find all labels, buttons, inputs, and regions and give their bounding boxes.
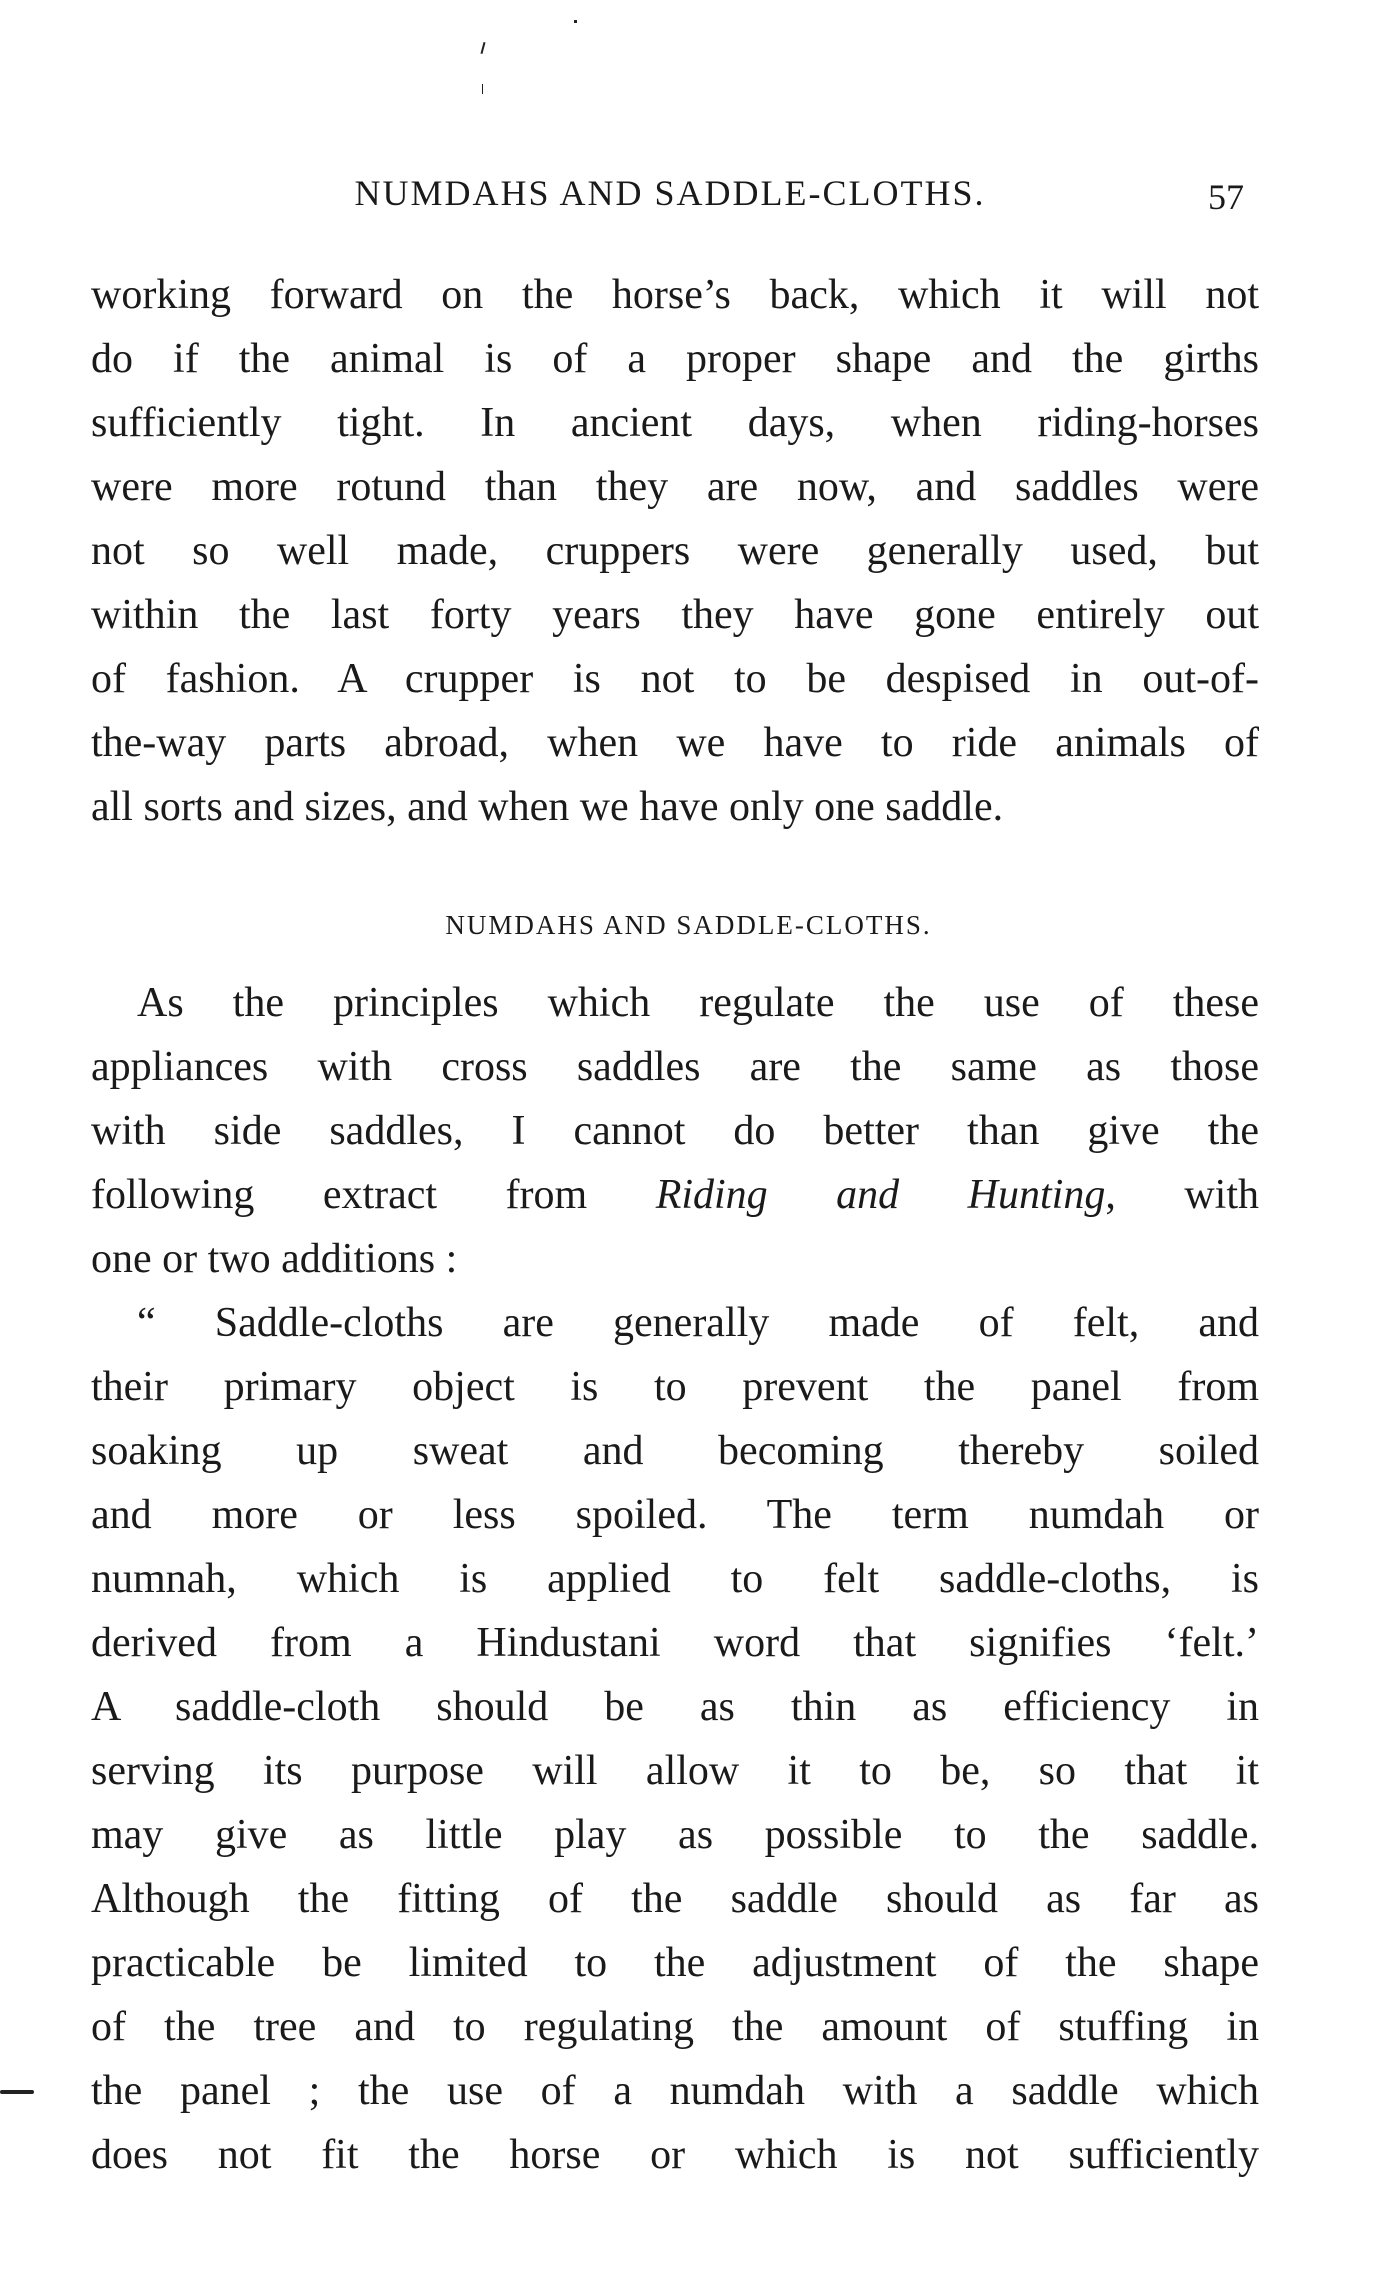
paragraph-1: [91, 263, 1259, 839]
text-line: may give as little play as possible to the saddle.: [91, 1812, 1259, 1858]
text-line: sufficiently tight. In ancient days, when riding-horses: [91, 400, 1259, 446]
text-line: not so well made, cruppers were generally used, but: [91, 528, 1259, 574]
stray-mark: [574, 20, 577, 23]
text-line: the panel ; the use of a numdah with a saddle which: [91, 2068, 1259, 2114]
text-line: serving its purpose will allow it to be, so that it: [91, 1748, 1259, 1794]
text-line: the-way parts abroad, when we have to ride animals of: [91, 720, 1259, 766]
text-line: working forward on the horse’s back, which it will not: [91, 272, 1259, 318]
text-line: practicable be limited to the adjustment of the shape: [91, 1940, 1259, 1986]
text-line: derived from a Hindustani word that signifies ‘felt.’: [91, 1620, 1259, 1666]
text-line: of fashion. A crupper is not to be despised in out-of-: [91, 656, 1259, 702]
text-line: their primary object is to prevent the panel from: [91, 1364, 1259, 1410]
text-segment: following extract from: [91, 1172, 656, 1218]
section-heading: NUMDAHS AND SADDLE-CLOTHS.: [445, 910, 932, 940]
text-line: “ Saddle-cloths are generally made of felt, and: [137, 1300, 1259, 1346]
text-line: does not fit the horse or which is not sufficiently: [91, 2132, 1259, 2178]
text-line: were more rotund than they are now, and saddles were: [91, 464, 1259, 510]
margin-dash-mark: [0, 2090, 34, 2094]
paragraph-3: [91, 1291, 1259, 2187]
running-title: NUMDAHS AND SADDLE-CLOTHS.: [354, 173, 986, 213]
text-line: soaking up sweat and becoming thereby soiled: [91, 1428, 1259, 1474]
text-line: and more or less spoiled. The term numdah or: [91, 1492, 1259, 1538]
stray-mark: [480, 42, 485, 54]
page-number: 57: [1208, 177, 1244, 217]
text-line: As the principles which regulate the use of these: [137, 980, 1259, 1026]
text-line: A saddle-cloth should be as thin as efficiency in: [91, 1684, 1259, 1730]
text-line: within the last forty years they have gone entirely out: [91, 592, 1259, 638]
text-line: with side saddles, I cannot do better than give the: [91, 1108, 1259, 1154]
stray-mark: [482, 84, 483, 94]
text-line: numnah, which is applied to felt saddle-cloths, is: [91, 1556, 1259, 1602]
book-title: Riding and Hunting: [655, 1172, 1106, 1218]
text-line: of the tree and to regulating the amount of stuffing in: [91, 2004, 1259, 2050]
text-line: Although the fitting of the saddle should as far as: [91, 1876, 1259, 1922]
text-line: appliances with cross saddles are the same as those: [91, 1044, 1259, 1090]
text-line: do if the animal is of a proper shape and the girths: [91, 336, 1259, 382]
text-line: all sorts and sizes, and when we have only one saddle.: [91, 784, 1004, 830]
paragraph-2: [91, 971, 1259, 1291]
text-segment: , with: [1105, 1172, 1260, 1218]
text-line: one or two additions :: [91, 1236, 458, 1282]
text-line: [91, 1163, 1259, 1227]
